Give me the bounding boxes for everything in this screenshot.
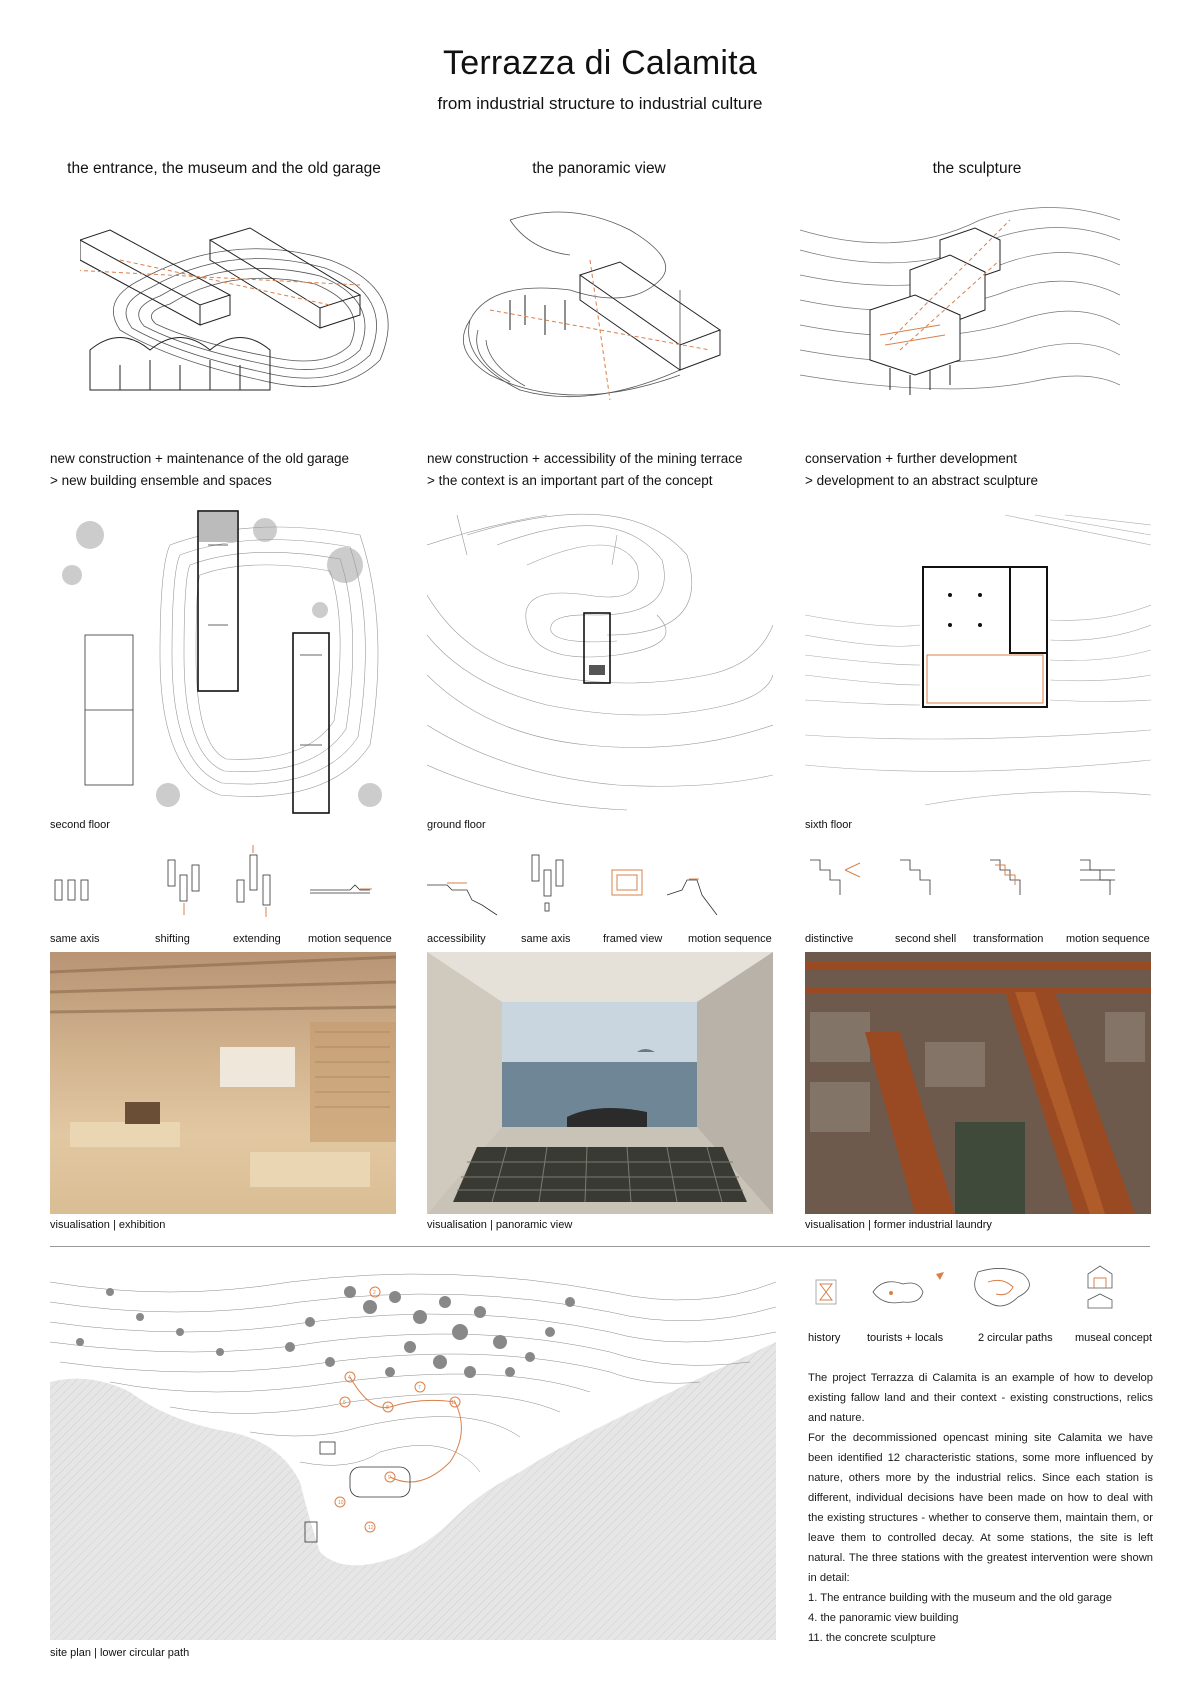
legend-label-museal-concept: museal concept	[1075, 1332, 1153, 1344]
plan-panoramic-ground-floor	[427, 505, 773, 815]
panoramic-description-line1: new construction + accessibility of the mining terrace	[427, 451, 743, 466]
concepts-sculpture	[805, 845, 1155, 925]
legend-label-history: history	[808, 1332, 841, 1344]
entrance-description-line2: > new building ensemble and spaces	[50, 473, 272, 488]
column-heading-sculpture: the sculpture	[932, 160, 1022, 177]
station-label: 6	[343, 1400, 346, 1406]
vis-caption-laundry: visualisation | former industrial laundry	[805, 1219, 992, 1231]
column-heading-entrance: the entrance, the museum and the old garage	[67, 160, 381, 177]
hourglass-icon	[816, 1280, 836, 1304]
vis-caption-panoramic: visualisation | panoramic view	[427, 1219, 573, 1231]
entrance-description	[50, 448, 400, 492]
site-plan	[50, 1262, 776, 1640]
visualisation-exhibition	[50, 952, 396, 1214]
sculpture-description-line2: > development to an abstract sculpture	[805, 473, 1039, 488]
legend-icons	[808, 1262, 1153, 1322]
sculpture-description-line1: conservation + further development	[805, 451, 1017, 466]
page-title: Terrazza di Calamita	[443, 44, 757, 82]
station-label: 11	[451, 1400, 457, 1406]
description-paragraph-2: For the decommissioned opencast mining site Calamita we have been identified 12 characteristic stations, some more influenced by nature, others more by the industrial relics. Since each station is different, individual decisions have been made on how to deal with the existing structures - whether to conserve them, maintain them, or leave them to controlled decay. At some stations, the site is left natural. The three stations with the greatest intervention were shown in detail:	[808, 1432, 1153, 1584]
legend-label-circular-paths: 2 circular paths	[978, 1332, 1053, 1344]
museum-icon	[1088, 1266, 1112, 1308]
station-label: 4	[348, 1375, 351, 1381]
concept-label-framed-view: framed view	[603, 933, 663, 945]
island-icon	[873, 1272, 944, 1303]
site-plan-caption: site plan | lower circular path	[50, 1647, 190, 1659]
station-label: 9	[388, 1475, 391, 1481]
axonometric-sculpture	[800, 200, 1120, 420]
description-paragraph-1: The project Terrazza di Calamita is an example of how to develop existing fallow land and their context - existing constructions, relics and nature.	[808, 1372, 1153, 1424]
legend-label-tourists-locals: tourists + locals	[867, 1332, 944, 1344]
vis-caption-exhibition: visualisation | exhibition	[50, 1219, 166, 1231]
concept-label-second-shell: second shell	[895, 933, 957, 945]
station-label: 7	[418, 1385, 421, 1391]
plan-sculpture-sixth-floor	[805, 505, 1151, 815]
concept-label-shifting: shifting	[155, 933, 190, 945]
plan-entrance-second-floor	[50, 505, 396, 815]
circular-paths-icon	[975, 1268, 1030, 1306]
section-divider	[50, 1246, 1150, 1247]
station-label: 12	[368, 1525, 374, 1531]
concept-label-same-axis-2: same axis	[521, 933, 571, 945]
concept-label-accessibility: accessibility	[427, 933, 486, 945]
plan-caption-sculpture: sixth floor	[805, 819, 853, 831]
visualisation-panoramic-view	[427, 952, 773, 1214]
concepts-panoramic	[427, 845, 777, 925]
station-label: 8	[386, 1405, 389, 1411]
panoramic-description	[427, 448, 777, 492]
plan-caption-panoramic: ground floor	[427, 819, 486, 831]
concept-label-motion-sequence-3: motion sequence	[1066, 933, 1150, 945]
column-heading-panoramic: the panoramic view	[532, 160, 666, 177]
concepts-entrance	[50, 845, 400, 925]
concept-label-transformation: transformation	[973, 933, 1044, 945]
plan-caption-entrance: second floor	[50, 819, 110, 831]
entrance-description-line1: new construction + maintenance of the old garage	[50, 451, 350, 466]
concept-label-motion-sequence-2: motion sequence	[688, 933, 772, 945]
description-list-item: 1. The entrance building with the museum and the old garage	[808, 1592, 1112, 1604]
concept-label-extending: extending	[233, 933, 281, 945]
description-list-item: 4. the panoramic view building	[808, 1612, 959, 1624]
concept-label-motion-sequence: motion sequence	[308, 933, 392, 945]
concept-label-distinctive: distinctive	[805, 933, 854, 945]
description-list-item: 11. the concrete sculpture	[808, 1632, 936, 1644]
concept-label-same-axis: same axis	[50, 933, 100, 945]
axonometric-panoramic	[430, 200, 750, 420]
axonometric-entrance	[80, 200, 400, 420]
project-description	[808, 1368, 1153, 1648]
station-label: 10	[338, 1500, 344, 1506]
panoramic-description-line2: > the context is an important part of the concept	[427, 473, 713, 488]
visualisation-former-industrial-laundry	[805, 952, 1151, 1214]
page-subtitle: from industrial structure to industrial culture	[437, 94, 763, 113]
station-label: 2	[373, 1290, 376, 1296]
sculpture-description	[805, 448, 1155, 492]
